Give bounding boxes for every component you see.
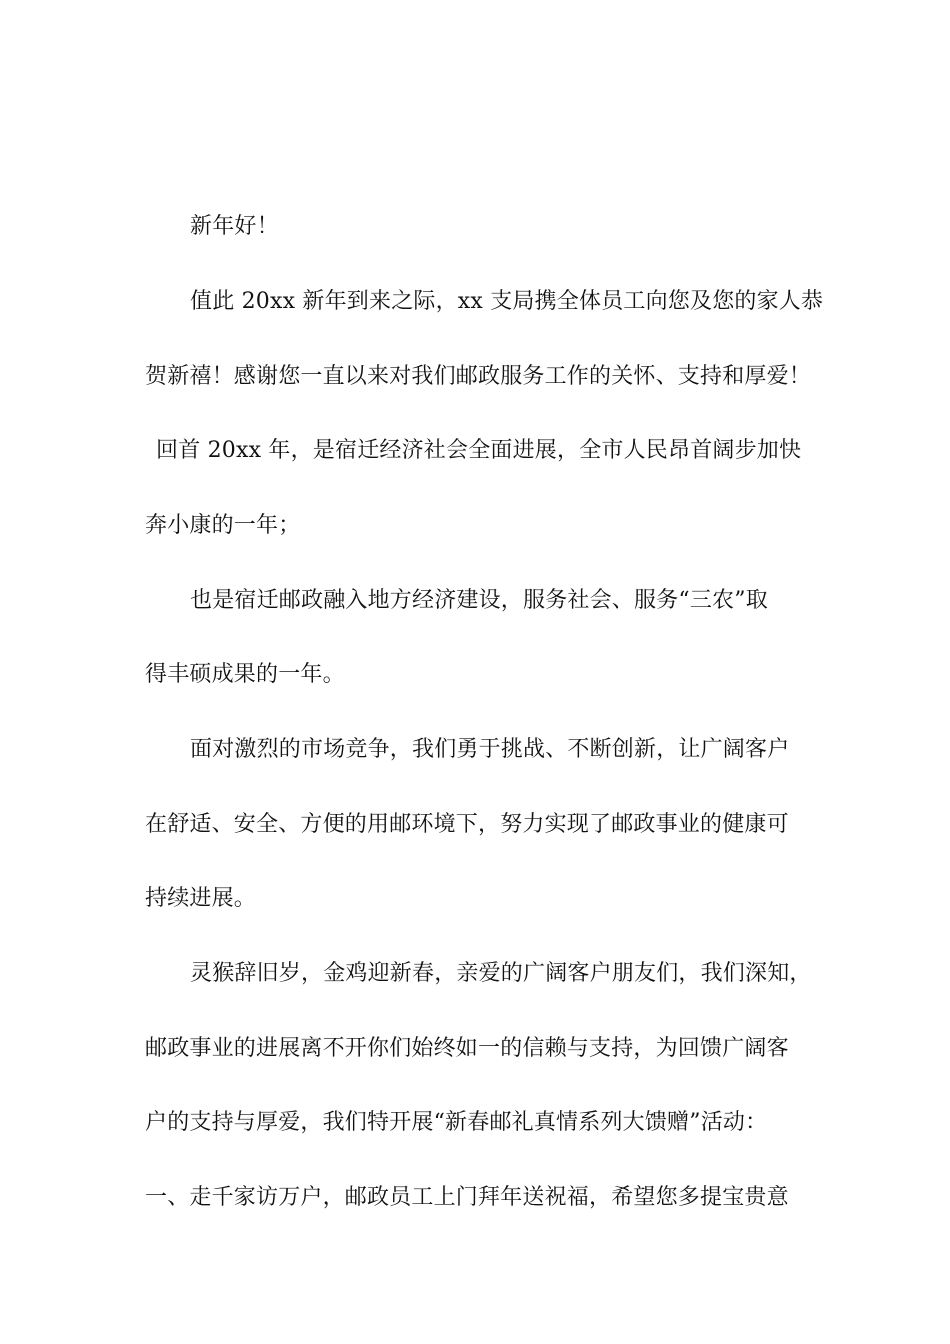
paragraph-5-line-1: 灵猴辞旧岁，金鸡迎新春，亲爱的广阔客户朋友们，我们深知， [190, 961, 812, 986]
greeting-line: 新年好！ [190, 214, 279, 239]
paragraph-4-line-3: 持续进展。 [145, 886, 257, 911]
paragraph-4-line-1: 面对激烈的市场竞争，我们勇于挑战、不断创新，让广阔客户 [190, 737, 790, 762]
paragraph-5-line-3: 户的支持与厚爱，我们特开展“新春邮礼真情系列大馈赠”活动： [145, 1110, 768, 1135]
paragraph-3-line-1: 也是宿迁邮政融入地方经济建设，服务社会、服务“三农”取 [190, 588, 768, 613]
paragraph-2-line-1: 回首 20xx 年，是宿迁经济社会全面进展，全市人民昂首阔步加快 [156, 438, 802, 463]
paragraph-3-line-2: 得丰硕成果的一年。 [145, 662, 345, 687]
paragraph-6-line-1: 一、走千家访万户，邮政员工上门拜年送祝福，希望您多提宝贵意 [145, 1185, 789, 1210]
paragraph-4-line-2: 在舒适、安全、方便的用邮环境下，努力实现了邮政事业的健康可 [145, 812, 789, 837]
paragraph-2-line-2: 奔小康的一年； [145, 513, 301, 538]
paragraph-1-line-1: 值此 20xx 新年到来之际，xx 支局携全体员工向您及您的家人恭 [190, 289, 824, 314]
paragraph-5-line-2: 邮政事业的进展离不开你们始终如一的信赖与支持，为回馈广阔客 [145, 1036, 789, 1061]
paragraph-1-line-2: 贺新禧！感谢您一直以来对我们邮政服务工作的关怀、支持和厚爱！ [145, 364, 812, 389]
